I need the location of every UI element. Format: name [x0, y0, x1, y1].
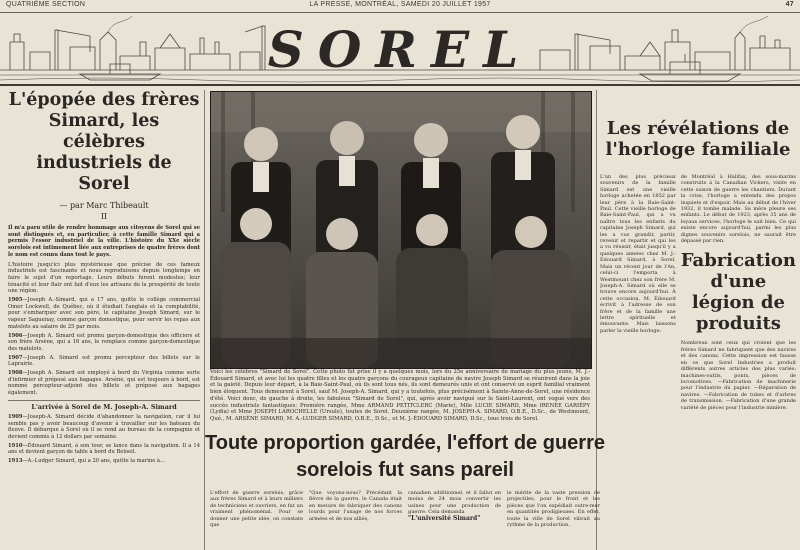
entry-text: —Joseph A. Simard est promu garçon-domestique des officiers et son frère Arsène, qui a 16 ans, le remplace comme garçon-domestique des matelots. [8, 332, 200, 352]
column-text: canadien additionnel, et il fallut en moins de 24 mois convertir les usines pour une production de guerre. Cela demanda [408, 490, 501, 516]
main-headline: Toute proportion gardée, l'effort de guerre sorelois fut sans pareil [205, 432, 605, 481]
left-headline: L'épopée des frères Simard, les célèbres industriels de Sorel [8, 90, 200, 194]
entry-text: —Joseph-A. Simard décide d'abandonner la navigation, car il lui semble pas y avoir beaucoup d'avenir à travailler sur les bateaux du fleuve. Il débarque à Sorel où il se rend au bureau de la compagnie et devient commis à 12 dollars par semaine. [8, 413, 200, 440]
entry-1909 [8, 414, 200, 441]
year-label: 1908 [8, 370, 23, 377]
year-label: 1906 [8, 332, 23, 339]
family-photo [210, 91, 592, 369]
year-label: 1909 [8, 413, 23, 420]
main-column-2: "Que voyons-nous? Précédant la fièvre de la guerre, le Canada était en mesure de fabriquer des canons lourds pour l'usage de nos forces armées et de nos alliés, [309, 490, 402, 522]
year-label: 1907 [8, 354, 23, 361]
masthead [0, 12, 800, 86]
lead-paragraph: Il m'a paru utile de rendre hommage aux citoyens de Sorel qui se sont distingués et, en particulier, à cette famille Simard qui a permis l'essor industriel de la ville. L'histoire du XXe siècle sorelois est intimement liée aux entreprises de quatre frères dont le nom est connu dans tout le pays. [8, 225, 200, 258]
page-number: 47 [785, 1, 794, 8]
left-article [8, 88, 200, 550]
entry-1913 [8, 458, 200, 465]
subheading: L'arrivée à Sorel de M. Joseph-A. Simard [8, 400, 200, 411]
right-columns [600, 174, 796, 411]
entry-1910 [8, 443, 200, 456]
year-label: 1905 [8, 297, 23, 304]
right-column-1: L'un des plus précieux souvenirs de la famille Simard est une vieille horloge achetée en 1852 par leur père à la Baie-Saint-Paul. Cette vieille horloge de Baie-Saint-Paul, qui a vu naître tous les enfants du capitaine Joseph Simard, qui les a vus grandir, partir, revenir et repartir et qui les a vu réussir, était jusqu'il y a quelques années chez M. J.-Édouard Simard, à Sorel. Mais un récent jour de l'An, celui-ci l'emporta à Westmount chez son frère M. Joseph-A. Simard où elle se trouve encore aujourd'hui. À cette occasion, M. Édouard écrivit à l'adresse de son frère et de la famille une lettre spirituelle et émouvante. Mais laissons parler la vieille horloge: [600, 174, 676, 334]
main-article-columns [210, 490, 600, 550]
right-article [600, 88, 796, 550]
masthead-title: SOREL [267, 20, 533, 79]
photo-image [211, 92, 591, 368]
entry-1907 [8, 355, 200, 368]
year-label: 1910 [8, 442, 23, 449]
entry-1908 [8, 370, 200, 397]
right-column-2 [681, 174, 796, 411]
entry-text: —Joseph A. Simard est promu percepteur des billets sur le Laprairie. [8, 354, 200, 368]
right-headline-2: Fabrication d'une légion de produits [680, 250, 796, 335]
main-column-1: L'effort de guerre sorelois, grâce aux frères Simard et à leurs milliers de techniciens et ouvriers, en fut un vraiment phénoménal. Pour se donner une petite idée, on constate que [210, 490, 303, 529]
year-label: 1913 [8, 458, 23, 465]
entry-text: —Édouard Simard, à son tour, se lance dans la navigation. Il a 14 ans et devient garçon de table à bord du Beloeil. [8, 442, 200, 456]
column-text: de Montréal à Halifax, des sous-marins construits à la Canadian Vickers, visite en cette saison de guerre les chantiers. Durant la crise, l'horloge a entendu des propos inquiets et d'espoir. Mais au début de l'hiver 1932, il tombe malade. Sa mère pleure ses enfants. Le début de 1923, après 35 ans de loyaux services, l'horloge le sait bien. Ce qui existe encore aujourd'hui, parmi les plus dignes souvenirs sorelois, ne saurait être dépassé par rien. [680, 174, 796, 245]
byline-text: par Marc Thibeault [69, 201, 149, 210]
byline: — par Marc Thibeault [59, 201, 149, 210]
section-label: QUATRIÈME SECTION [6, 1, 86, 8]
column-text-3: —Fabrication de machinerie pour l'industrie du papier. —Réparation de navires. —Fabrication de tubes et d'arbres de transmission. —Fabrication d'une grande variété de pièces pour l'industrie minière. [680, 378, 796, 411]
dateline: LA PRESSE, MONTRÉAL, SAMEDI 20 JUILLET 1957 [309, 1, 491, 8]
photo-caption: Voici les célèbres "Simard de Sorel". Cette photo fut prise il y a quelques mois, lors du 25e anniversaire de mariage du plus jeune, M. J.-Édouard Simard, et avec lui les quatre filles et les quatre garçons du courageux capitaine de navire Joseph Simard se réunirent dans la joie et la gaieté. Depuis leur départ, à la Baie-Saint-Paul, où ils sont tous nés, ils sont demeurés unis et ont conservé un esprit familial vraiment bien éloquent. Tous demeurent à Sorel, sauf M. Joseph-A. Simard, qui y a toutefois, plus précisément à Sainte-Anne-de-Sorel, une résidence d'été. Voici donc, de gauche à droite, les fabuleux "Simard de Sorel", qui, après avoir navigué sur le Saint-Laurent, ont vogué vers des succès industriels fantastiques: Première rangée, Mme ARMAND PETITCLERC (Marie), Mlle LUCIE SIMARD, Mme IRENÉE GARIÉPY (Lydia) et Mme JOSEPH LAROCHELLE (Ursule), toutes de Sorel. Deuxième rangée, M. JOSEPH-A. SIMARD, O.B.E., D.Sc., de Westmount, Qué., M. ARSÈNE SIMARD, M. A.-LUDGER SIMARD, O.B.E., D.Sc., et M. J.-ÉDOUARD SIMARD, D.Sc., tous trois de Sorel. [210, 369, 590, 422]
main-column-4: le mérite de la vaste pression de projectiles, pour le front et les pièces que l'on expédiait outre-mer en quantités prodigieuses. En effet, toute la ville de Sorel vibrait au rythme de la production. [507, 490, 600, 529]
entry-text: —Joseph A.-Simard, qui a 17 ans, quitte le collège commercial Omer Lockwell, de Québec, où il étudiait l'anglais et la comptabilité, pour s'embarquer avec son père, le capitaine Joseph Simard, sur le vapeur Saguenay, comme garçon domestique, pour servir les repas aux matelots au salaire de 25 par mois. [8, 297, 200, 330]
inline-subheading: "L'université Simard" [408, 514, 481, 522]
main-column-3 [408, 490, 501, 550]
column-text-2: Nombreux sont ceux qui croient que les frères Simard ne fabriquent que des navires et des canons. Cette impression est fausse en ce que Sorel Industries a produit différents autres articles des plus variés: machines-outils, ponts, pièces de locomotives. [680, 340, 796, 385]
right-headline: Les révélations de l'horloge familiale [605, 118, 791, 160]
entry-text: —Joseph A. Simard est employé à bord du Virginia comme sorte d'infirmier et préposé aux bagages. Arsène, qui est toujours à bord, est nommé percepteur-adjoint des billets et préposé aux bagages également. [8, 370, 200, 397]
entry-text: —A.-Ludger Simard, qui a 20 ans, quitte la marine à... [22, 458, 165, 465]
entry-1905 [8, 297, 200, 331]
part-number: II [100, 212, 108, 221]
entry-1906 [8, 333, 200, 353]
body-paragraph: L'histoire jusqu'ici plus mystérieuse que précise de ces fameux industriels est fascinante et nous reproduisons depuis longtemps en faire le sujet d'un reportage. Leurs débuts furent modestes; leur ténacité et leur flair ont fait d'eux les artisans de la prospérité de toute une région. [8, 261, 200, 295]
